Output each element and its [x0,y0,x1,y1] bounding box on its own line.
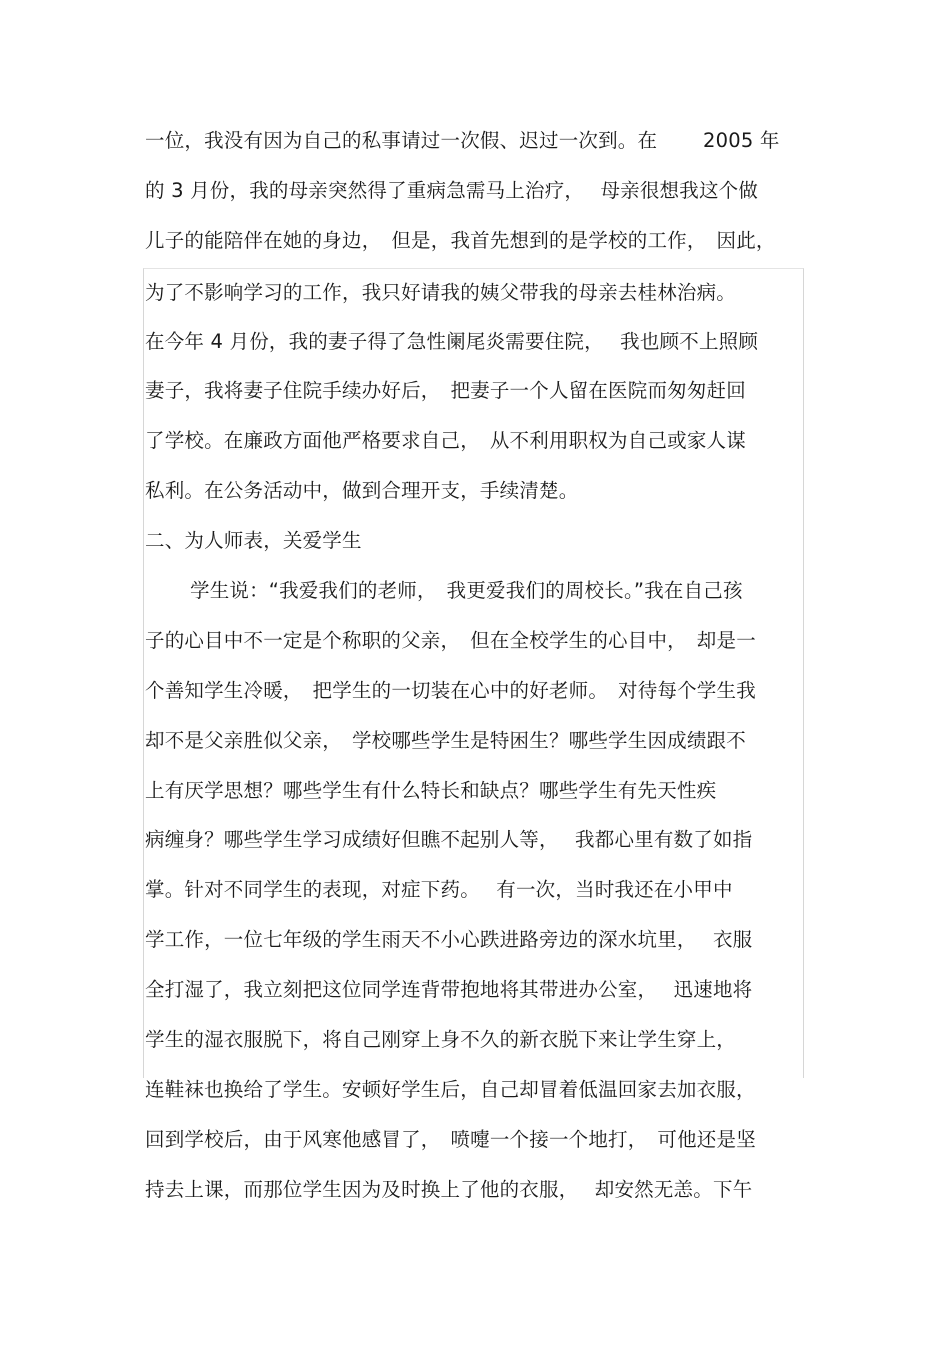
text-line: 一位，我没有因为自己的私事请过一次假、迟过一次到。在 2005 年 [145,129,780,152]
text-line: 病缠身？哪些学生学习成绩好但瞧不起别人等， 我都心里有数了如指 [145,828,753,851]
text-line: 私利。在公务活动中，做到合理开支，手续清楚。 [145,479,579,502]
text-line: 妻子，我将妻子住院手续办好后， 把妻子一个人留在医院而匆匆赶回 [145,379,746,402]
text-line: 持去上课，而那位学生因为及时换上了他的衣服， 却安然无恙。下午 [145,1178,753,1201]
text-line: 掌。针对不同学生的表现，对症下药。 有一次，当时我还在小甲中 [145,878,733,901]
text-line: 子的心目中不一定是个称职的父亲， 但在全校学生的心目中， 却是一 [145,629,756,652]
text-line: 在今年 4 月份，我的妻子得了急性阑尾炎需要住院， 我也顾不上照顾 [145,330,759,353]
text-line: 个善知学生冷暖， 把学生的一切装在心中的好老师。 对待每个学生我 [145,679,756,702]
text-line: 学生的湿衣服脱下，将自己刚穿上身不久的新衣脱下来让学生穿上， [145,1028,737,1051]
text-line: 儿子的能陪伴在她的身边， 但是，我首先想到的是学校的工作， 因此， [145,229,776,252]
text-line: 连鞋袜也换给了学生。安顿好学生后，自己却冒着低温回家去加衣服， [145,1078,756,1101]
text-line: 的 3 月份，我的母亲突然得了重病急需马上治疗， 母亲很想我这个做 [145,179,759,202]
section-heading: 二、为人师表，关爱学生 [145,529,362,552]
text-line: 却不是父亲胜似父亲， 学校哪些学生是特困生？哪些学生因成绩跟不 [145,729,746,752]
text-line: 学工作，一位七年级的学生雨天不小心跌进路旁边的深水坑里， 衣服 [145,928,753,951]
text-line: 回到学校后，由于风寒他感冒了， 喷嚏一个接一个地打， 可他还是坚 [145,1128,756,1151]
text-line: 了学校。在廉政方面他严格要求自己， 从不利用职权为自己或家人谋 [145,429,746,452]
text-line: 为了不影响学习的工作，我只好请我的姨父带我的母亲去桂林治病。 [145,281,737,304]
text-line: 学生说：“我爱我们的老师， 我更爱我们的周校长。”我在自己孩 [190,579,743,602]
text-line: 全打湿了，我立刻把这位同学连背带抱地将其带进办公室， 迅速地将 [145,978,753,1001]
text-line: 上有厌学思想？哪些学生有什么特长和缺点？哪些学生有先天性疾 [145,779,717,802]
